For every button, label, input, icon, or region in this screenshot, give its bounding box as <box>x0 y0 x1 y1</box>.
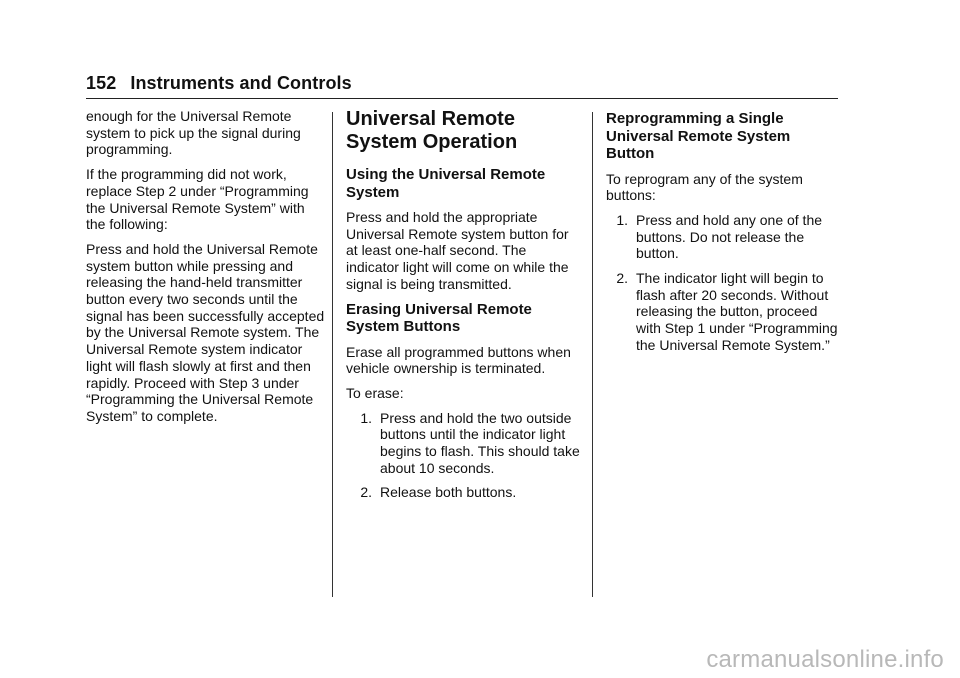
section-heading: Universal Remote System Operation <box>346 108 518 153</box>
column-middle <box>346 108 582 509</box>
step-text: Press and hold any one of the buttons. Do not release the button. <box>636 211 823 262</box>
paragraph-alternate-step: Press and hold the Universal Remote system button while pressing and releasing the hand-held transmitter button every two seconds until the signal has been successfully accepted by the Universal Remote system. The Universal Remote system indicator light will flash slowly at first and then rapidly. Proceed with Step 3 under “Programming the Universal Remote System” to complete. <box>86 240 325 424</box>
step-number: 1. <box>616 211 628 228</box>
step-number: 2. <box>360 484 372 501</box>
step-number: 2. <box>616 270 628 287</box>
column-right <box>606 108 842 362</box>
page-number: 152 <box>86 73 117 93</box>
subheading-using: Using the Universal Remote System <box>346 166 546 201</box>
column-left <box>86 108 326 433</box>
step-number: 1. <box>360 409 372 426</box>
list-item <box>346 484 582 501</box>
step-text: The indicator light will begin to flash after 20 seconds. Without releasing the button, proceed with Step 1 under “Programming the Universal Remote System.” <box>636 270 838 353</box>
paragraph-reprogram-lead: To reprogram any of the system buttons: <box>606 170 803 204</box>
subheading-reprogramming: Reprogramming a Single Universal Remote System Button <box>606 110 791 162</box>
column-divider-1 <box>332 112 333 597</box>
page-header <box>86 73 352 94</box>
paragraph-if-not-work: If the programming did not work, replace Step 2 under “Programming the Universal Remote System” with the following: <box>86 166 309 233</box>
header-divider <box>86 98 838 99</box>
step-text: Release both buttons. <box>380 484 517 501</box>
list-item <box>606 212 842 262</box>
section-title: Instruments and Controls <box>130 73 352 93</box>
erase-steps-list <box>346 410 582 502</box>
list-item <box>346 410 582 477</box>
watermark: carmanualsonline.info <box>706 646 944 673</box>
paragraph-using: Press and hold the appropriate Universal Remote system button for at least one-half second. The indicator light will come on while the signal is being transmitted. <box>346 209 569 292</box>
paragraph-continuation: enough for the Universal Remote system to pick up the signal during programming. <box>86 108 301 158</box>
paragraph-to-erase: To erase: <box>346 384 404 401</box>
column-divider-2 <box>592 112 593 597</box>
list-item <box>606 270 842 354</box>
step-text: Press and hold the two outside buttons until the indicator light begins to flash. This should take about 10 seconds. <box>380 409 580 476</box>
reprogram-steps-list <box>606 212 842 354</box>
subheading-erasing: Erasing Universal Remote System Buttons <box>346 300 532 336</box>
paragraph-erasing: Erase all programmed buttons when vehicle ownership is terminated. <box>346 343 571 377</box>
